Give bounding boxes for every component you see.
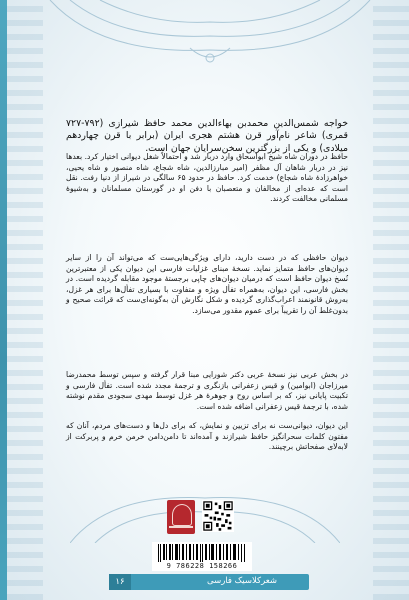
arabic-section-paragraph: در بخش عربی نیز نسخهٔ عربی دکتر شورایی مبنا قرار گرفته و سپس توسط محمدرضا میرزاجان (ابوامین) و قیس زعفرانی بازنگری و ترجمهٔ مجدد شده است. تفأل فارسی و تکبیت پایانی نیز، که بر اساس روح و جوهرهٔ هر غزل توسط مهدی سجودی مقدم نوشته شده، با ترجمهٔ قیس زعفرانی اضافه شده است. [66, 370, 348, 411]
right-ornament-border [373, 0, 409, 600]
qr-code-icon[interactable] [202, 500, 234, 532]
series-title: شعرکلاسیک فارسی [207, 576, 277, 586]
edition-features-paragraph: دیوان حافظی که در دست دارید، دارای ویژگی‌هایی‌ست که می‌تواند آن را از سایر دیوان‌های حافظ متمایز نماید. نسخهٔ مبنای غزلیات فارسی این دیوان یکی از معتبرترین نُسخ دیوان حافظ است که درمیان دیوان‌های چاپی برجستهٔ موجود مقابله گردیده است. در بخش فارسی، این دیوان، به‌همراه تفأل ویژه و متفاوت با بسیاری تفأل‌ها برای هر غزل، به‌روش قانونمند اعراب‌گذاری گردیده و شکل نگارش آن به‌گونه‌ای‌ست که قرائت صحیح و بدون‌غلط آن را تقریباً برای عموم مقدور می‌سازد. [66, 253, 348, 315]
intro-paragraph: خواجه شمس‌الدین محمدبن بهاءالدین محمد حافظ شیرازی (۷۹۲-۷۲۷ قمری) شاعر نام‌آور قرن هشتم هجری ایران (برابر با قرن چهاردهم میلادی) و یکی از بزرگترین سخن‌سرایان جهان است. [66, 118, 348, 154]
isbn-number: 9 786228 158266 [166, 562, 238, 570]
barcode-icon [158, 544, 246, 562]
series-number: ۱۶ [109, 574, 131, 590]
biography-paragraph: حافظ در دوران شاه شیخ ابواسحاق وارد دربار شد و احتمالاً شغل دیوانی اختیار کرد. بعدها نیز در دربار شاهان آل مظفر (امیر مبارزالدین، شاه شجاع، شاه منصور و شاه یحیی، خواهرزادهٔ شاه شجاع) خدمت کرد. حافظ در حدود ۶۵ سالگی در شیراز از دنیا رفت. نقل است که عده‌ای از مخالفان و متعصبان با دفن او در گورستان مسلمانان و به‌شیوهٔ مسلمانی مخالفت کردند. [66, 152, 348, 204]
closing-paragraph: این دیوان، دیوانی‌ست نه برای تزیین و نمایش، که برای دل‌ها و دست‌های مردم، آنان که مفتون کلمات سحرانگیز حافظ شیرازند و آمده‌اند تا دامن‌دامن خرمن خرم و پربرکت از لابه‌لای صفحاتش برچینند. [66, 421, 348, 452]
top-ornament [40, 0, 380, 72]
publisher-logo-icon [167, 500, 195, 534]
left-ornament-border [7, 0, 43, 600]
book-spine-edge [0, 0, 7, 600]
series-footer-bar [109, 574, 309, 590]
barcode-area [152, 542, 252, 571]
